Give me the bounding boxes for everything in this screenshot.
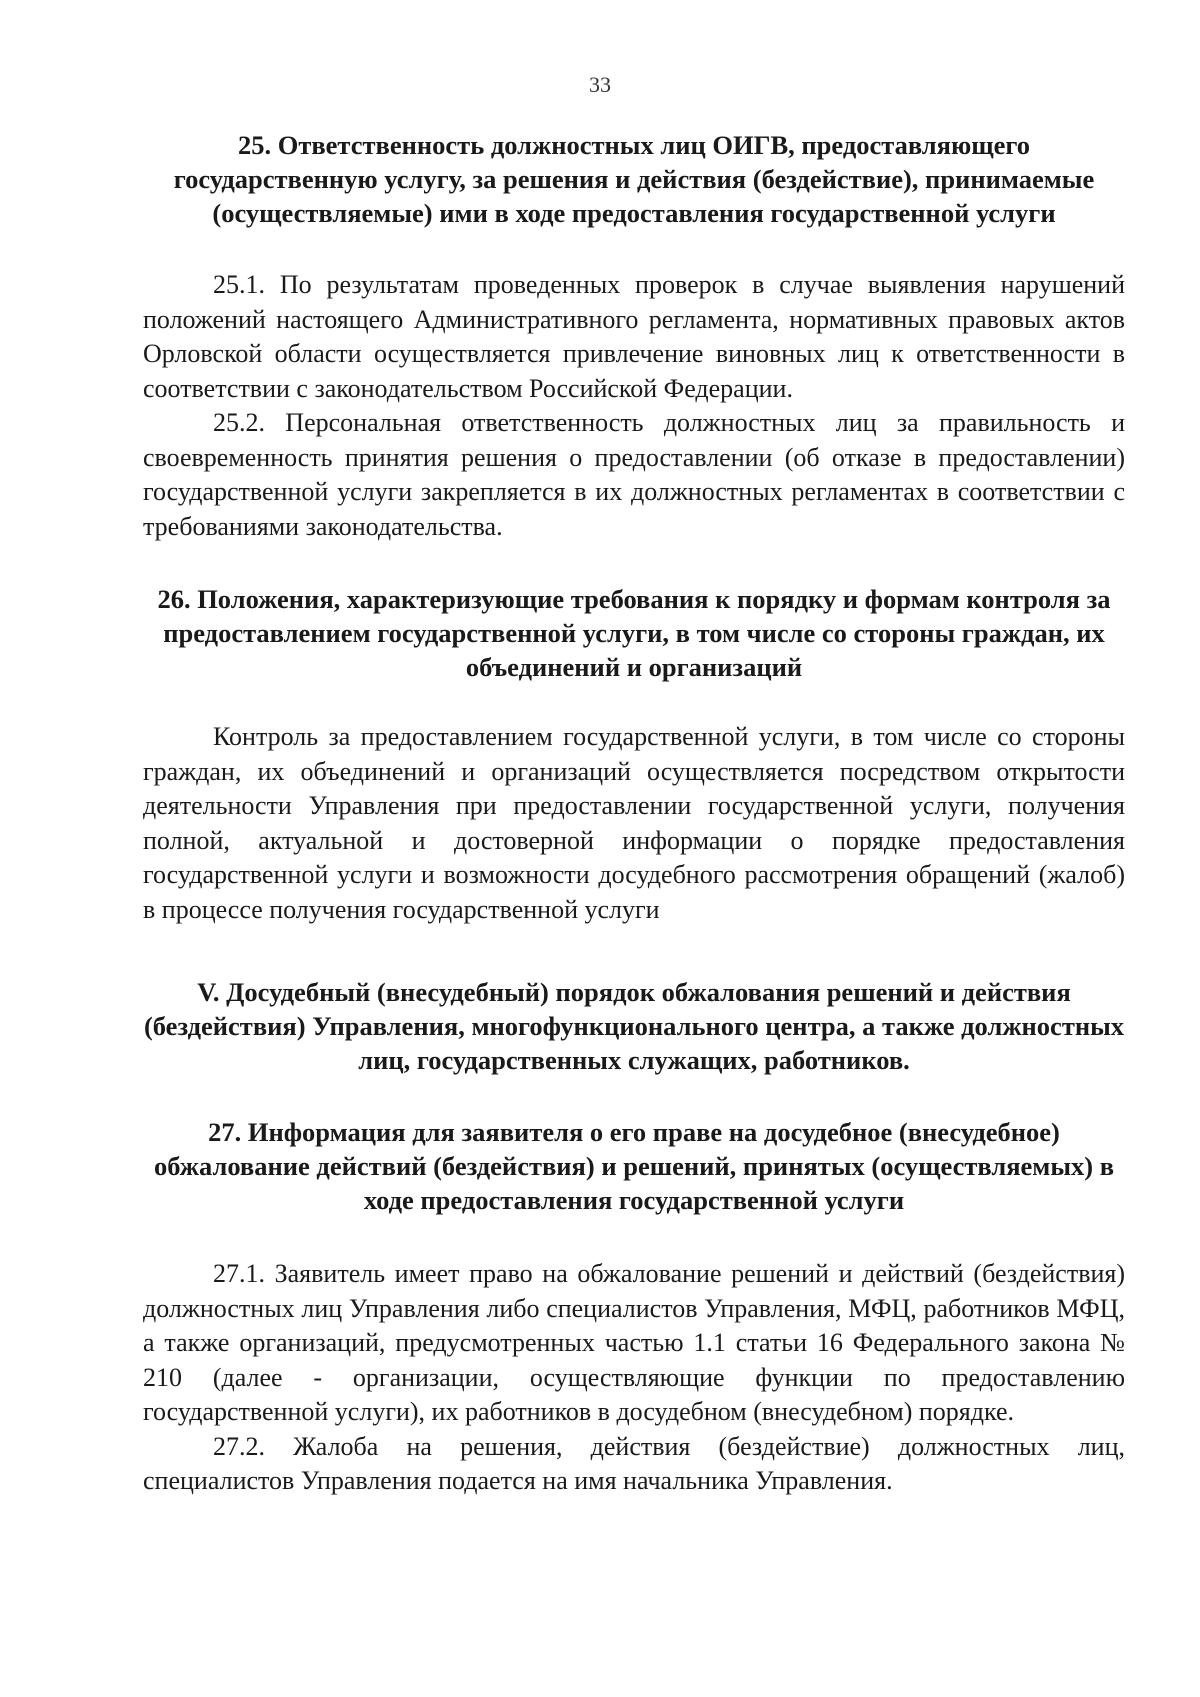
document-body <box>143 128 1125 1499</box>
paragraph-26-control: Контроль за предоставлением государственной услуги, в том числе со стороны граждан, их объединений и организаций осуществляется посредством открытости деятельности Управления при предоставлении государственной услуги, получения полной, актуальной и достоверной информации о порядке предоставления государственной услуги и возможности досудебного рассмотрения обращений (жалоб) в процессе получения государственной услуги <box>143 722 1125 924</box>
chapter-5-heading: V. Досудебный (внесудебный) порядок обжалования решений и действия (бездействия) Управления, многофункционального центра, а также должностных лиц, государственных служащих, работников. <box>143 977 1125 1075</box>
paragraph-25-1: 25.1. По результатам проведенных проверок в случае выявления нарушений положений настоящего Административного регламента, нормативных правовых актов Орловской области осуществляется привлечение виновных лиц к ответственности в соответствии с законодательством Российской Федерации. <box>143 270 1125 403</box>
section-25-heading: 25. Ответственность должностных лиц ОИГВ, предоставляющего государственную услугу, за решения и действия (бездействие), принимаемые (осуществляемые) ими в ходе предоставления государственной услуги <box>173 130 1095 228</box>
section-26-heading: 26. Положения, характеризующие требования к порядку и формам контроля за предоставлением государственной услуги, в том числе со стороны граждан, их объединений и организаций <box>157 584 1111 682</box>
paragraph-25-2: 25.2. Персональная ответственность должностных лиц за правильность и своевременность принятия решения о предоставлении (об отказе в предоставлении) государственной услуги закрепляется в их должностных регламентах в соответствии с требованиями законодательства. <box>143 408 1125 541</box>
page-number: 33 <box>589 72 611 97</box>
section-27-heading: 27. Информация для заявителя о его праве на досудебное (внесудебное) обжалование действий (бездействия) и решений, принятых (осуществляемых) в ходе предоставления государственной услуги <box>153 1117 1115 1215</box>
paragraph-27-1: 27.1. Заявитель имеет право на обжалование решений и действий (бездействия) должностных лиц Управления либо специалистов Управления, МФЦ, работников МФЦ, а также организаций, предусмотренных частью 1.1 статьи 16 Федерального закона № 210 (далее - организации, осуществляющие функции по предоставлению государственной услуги), их работников в досудебном (внесудебном) порядке. <box>143 1259 1125 1426</box>
paragraph-27-2: 27.2. Жалоба на решения, действия (бездействие) должностных лиц, специалистов Управления подается на имя начальника Управления. <box>143 1431 1125 1495</box>
